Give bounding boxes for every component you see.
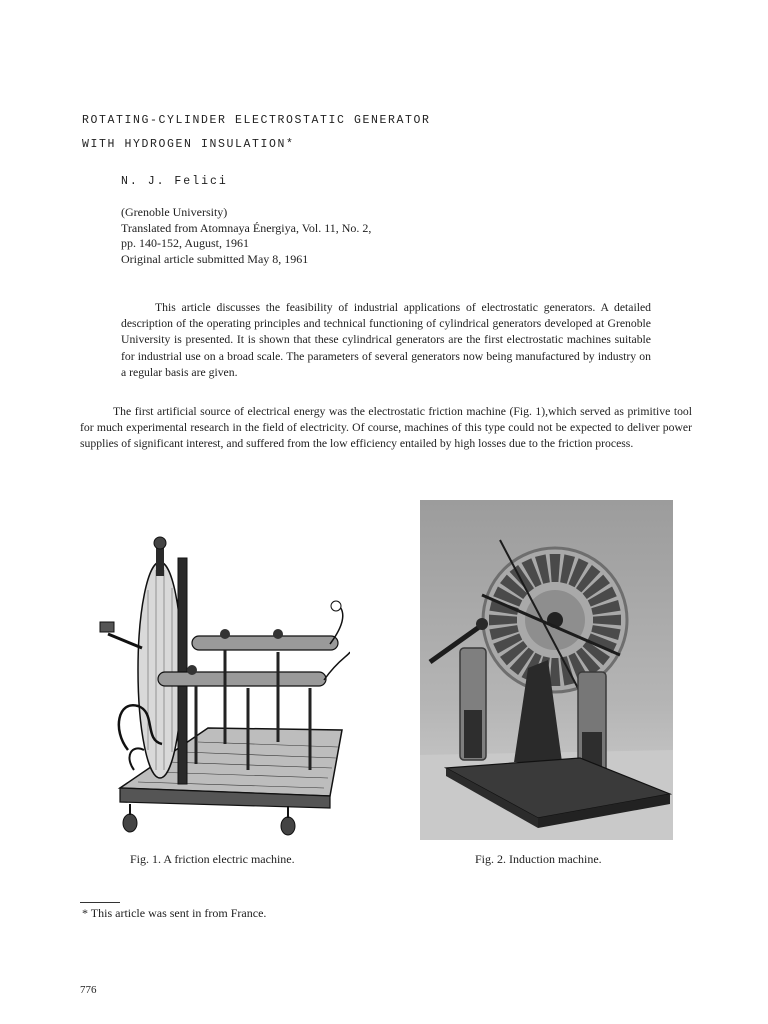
footnote-rule <box>80 902 120 903</box>
figure-2-caption: Fig. 2. Induction machine. <box>475 852 602 866</box>
friction-machine-illustration <box>98 530 350 842</box>
page-number: 776 <box>80 984 97 996</box>
submission-date: Original article submitted May 8, 1961 <box>121 251 309 266</box>
figure-1-caption: Fig. 1. A friction electric machine. <box>130 852 295 866</box>
abstract: This article discusses the feasibility of industrial applications of electrostatic generators. A detailed description of the operating principles and technical functioning of cylindrical generators developed at Grenoble University is presented. It is shown that these cylindrical generators are the first electrostatic machines suitable for industrial use on a broad scale. The parameters of several generators now being manufactured by industry on a regular basis are given. <box>121 301 651 379</box>
figure-2-image <box>420 500 673 840</box>
figure-1-image <box>98 530 350 842</box>
translation-source: Translated from Atomnaya Énergiya, Vol. 11, No. 2, <box>121 220 372 235</box>
affiliation-university: (Grenoble University) <box>121 205 228 219</box>
author-name: N. J. Felici <box>121 175 228 188</box>
induction-machine-photo <box>420 500 673 840</box>
article-title-line-2: WITH HYDROGEN INSULATION* <box>82 138 295 151</box>
footnote: * This article was sent in from France. <box>82 906 267 920</box>
affiliation-block <box>121 205 371 267</box>
article-title-line-1: ROTATING-CYLINDER ELECTROSTATIC GENERATOR <box>82 114 431 127</box>
page-range-date: pp. 140-152, August, 1961 <box>121 236 250 250</box>
body-paragraph: The first artificial source of electrical energy was the electrostatic friction machine (Fig. 1),which served as primitive tool for much experimental research in the field of electricity. Of course, machines of this type could not be expected to deliver power supplies of significant interest, and suffered from the low efficiency entailed by high losses due to the friction process. <box>80 405 692 451</box>
